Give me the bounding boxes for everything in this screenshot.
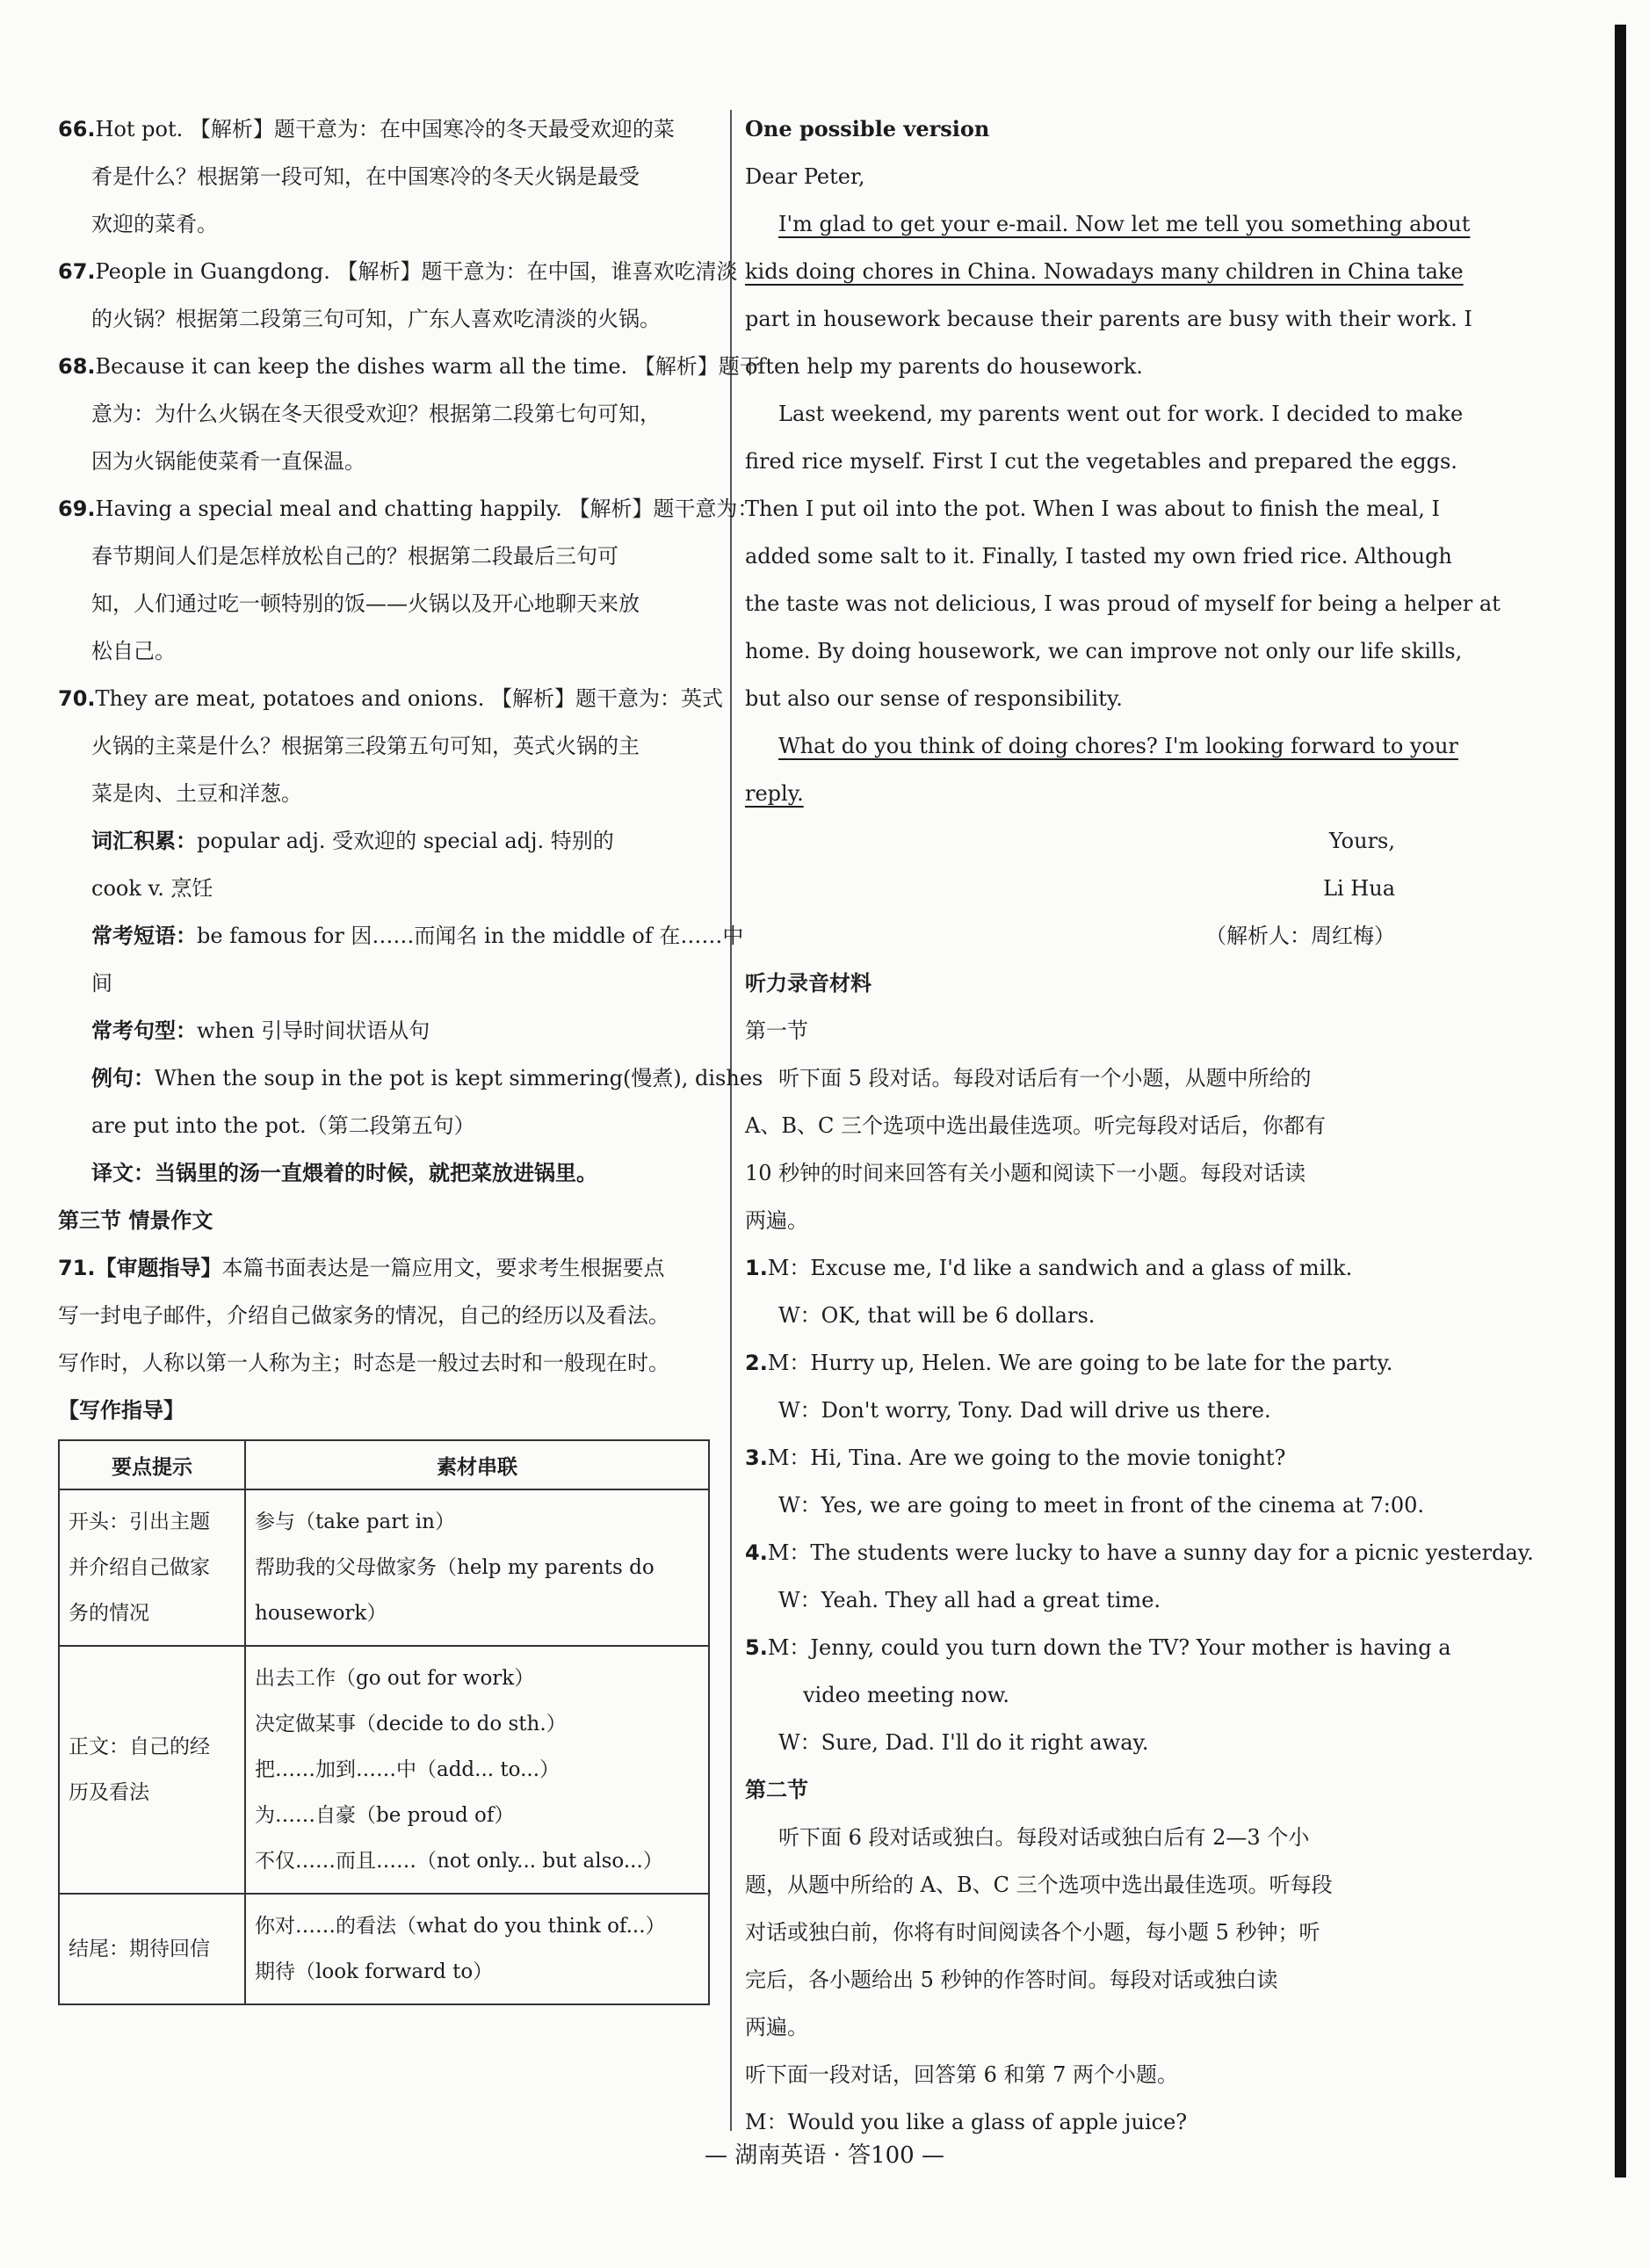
example-block (58, 1054, 763, 1149)
phrases-line: 间 (91, 971, 112, 996)
letter-line-text: kids doing chores in China. Nowadays many children in China take (745, 259, 1464, 284)
phrases-line: be famous for 因……而闻名 in the middle of 在……中 (197, 924, 744, 948)
letter-line: What do you think of doing chores? I'm looking forward to your (778, 734, 1458, 758)
question-number: 1. (745, 1256, 768, 1280)
answer-66 (58, 105, 717, 248)
dialog-line: M：Jenny, could you turn down the TV? Your mother is having a (767, 1635, 1451, 1660)
cell-text: 参与（take part in） (255, 1511, 455, 1533)
vocab-line: popular adj. 受欢迎的 special adj. 特别的 (197, 829, 614, 853)
dialog-2 (745, 1339, 1397, 1434)
dialog-line: M：Hi, Tina. Are we going to the movie tonight? (767, 1446, 1286, 1470)
letter-line: added some salt to it. Finally, I tasted my own fried rice. Although (745, 544, 1452, 569)
answer-text: Having a special meal and chatting happily. 【解析】题干意为： (95, 496, 759, 521)
answer-text: 意为：为什么火锅在冬天很受欢迎？根据第二段第七句可知， (91, 402, 661, 426)
cell-text: 帮助我的父母做家务（help my parents do (255, 1556, 655, 1579)
cell-text: 出去工作（go out for work） (255, 1667, 535, 1690)
vocabulary-block (58, 817, 717, 912)
question-number: 66. (58, 117, 96, 141)
answer-text: 春节期间人们是怎样放松自己的？根据第二段最后三句可 (91, 544, 618, 569)
cell-text: 结尾：期待回信 (69, 1938, 210, 1960)
dialog-4 (745, 1529, 1534, 1624)
intro-line: 两遍。 (745, 1208, 808, 1233)
dialog-line: M：Hurry up, Helen. We are going to be late for the party. (767, 1351, 1393, 1375)
version-title: One possible version (745, 116, 990, 141)
answer-text: Hot pot. 【解析】题干意为：在中国寒冷的冬天最受欢迎的菜 (95, 117, 675, 141)
answer-text: 的火锅？根据第二段第三句可知，广东人喜欢吃清淡的火锅。 (91, 307, 661, 331)
answer-71 (58, 1244, 717, 1387)
letter-line: part in housework because their parents are busy with their work. I (745, 307, 1472, 331)
dialog-line: W：Don't worry, Tony. Dad will drive us there. (778, 1398, 1271, 1423)
answer-text: 火锅的主菜是什么？根据第三段第五句可知，英式火锅的主 (91, 734, 640, 758)
left-column (58, 105, 763, 2005)
letter-line: but also our sense of responsibility. (745, 686, 1123, 711)
question-number: 68. (58, 354, 96, 379)
intro-line: 完后，各小题给出 5 秒钟的作答时间。每段对话或独白读 (745, 1967, 1278, 1992)
cell-text: 务的情况 (69, 1602, 149, 1625)
cell-text: 你对……的看法（what do you think of...） (255, 1915, 666, 1938)
dialog-5 (745, 1624, 1451, 1766)
cell-text: 不仅……而且……（not only... but also...） (255, 1850, 663, 1873)
answer-67 (58, 248, 738, 343)
cell-text: 决定做某事（decide to do sth.） (255, 1713, 567, 1735)
table-row (59, 1646, 709, 1894)
answer-68 (58, 343, 761, 485)
cell-text: 正文：自己的经 (69, 1735, 210, 1758)
dialog-line: W：Yes, we are going to meet in front of the cinema at 7:00. (778, 1493, 1425, 1518)
sentence-pattern (58, 1007, 717, 1054)
answer-text: 写一封电子邮件，介绍自己做家务的情况，自己的经历以及看法。 (58, 1303, 669, 1328)
table-header: 素材串联 (245, 1440, 709, 1489)
answer-text: 本篇书面表达是一篇应用文，要求考生根据要点 (221, 1256, 665, 1280)
letter-line: reply. (745, 781, 804, 806)
intro-line: 听下面 5 段对话。每段对话后有一个小题，从题中所给的 (778, 1066, 1312, 1091)
answer-text: 知，人们通过吃一顿特别的饭——火锅以及开心地聊天来放 (91, 591, 640, 616)
question-number: 71. (58, 1256, 96, 1280)
answer-70 (58, 675, 723, 817)
intro-line: 题，从题中所给的 A、B、C 三个选项中选出最佳选项。听每段 (745, 1873, 1333, 1897)
table-cell-point (59, 1489, 245, 1646)
answer-text: They are meat, potatoes and onions. 【解析】题干意为：英式 (95, 686, 723, 711)
translation (58, 1149, 717, 1197)
letter-line: often help my parents do housework. (745, 354, 1143, 379)
letter-signature: Li Hua (1323, 876, 1395, 901)
example-line: are put into the pot.（第二段第五句） (91, 1113, 475, 1138)
table-cell-material (245, 1489, 709, 1646)
answer-text: 肴是什么？根据第一段可知，在中国寒冷的冬天火锅是最受 (91, 164, 640, 189)
intro-line: 对话或独白前，你将有时间阅读各个小题，每小题 5 秒钟；听 (745, 1920, 1320, 1945)
column-divider (730, 110, 732, 2131)
letter-line: home. By doing housework, we can improve not only our life skills, (745, 639, 1463, 663)
table-row (59, 1894, 709, 2004)
letter-paragraph-1 (745, 200, 1472, 390)
letter-line: the taste was not delicious, I was proud of myself for being a helper at (745, 591, 1501, 616)
answer-69 (58, 485, 759, 675)
example-label: 例句： (91, 1065, 155, 1091)
translation-label: 译文： (91, 1160, 155, 1185)
cell-text: 期待（look forward to） (255, 1960, 494, 1983)
answer-text: 欢迎的菜肴。 (91, 212, 218, 236)
answer-text: Because it can keep the dishes warm all the time. 【解析】题干 (95, 354, 761, 379)
question-number: 5. (745, 1635, 768, 1660)
question-number: 3. (745, 1446, 768, 1470)
dialog-line: M：Excuse me, I'd like a sandwich and a glass of milk. (767, 1256, 1353, 1280)
letter-line (745, 248, 1464, 295)
intro-line: 两遍。 (745, 2015, 808, 2040)
phrases-block (58, 912, 744, 1007)
analyst-credit: （解析人：周红梅） (1205, 924, 1395, 948)
letter-line: I'm glad to get your e-mail. Now let me tell you something about (778, 212, 1471, 236)
dialog-1 (745, 1244, 1397, 1339)
question-number: 67. (58, 259, 96, 284)
table-header: 要点提示 (59, 1440, 245, 1489)
question-number: 2. (745, 1351, 768, 1375)
letter-greeting: Dear Peter, (745, 164, 865, 189)
answer-text: 因为火锅能使菜肴一直保温。 (91, 449, 365, 474)
cell-text: 为……自豪（be proud of） (255, 1804, 515, 1827)
letter-paragraph-3 (745, 722, 1458, 817)
table-header-row (59, 1440, 709, 1489)
vocab-label: 词汇积累： (91, 828, 197, 853)
question-number: 69. (58, 496, 96, 521)
table-cell-point (59, 1646, 245, 1894)
table-cell-material (245, 1646, 709, 1894)
table-cell-point (59, 1894, 245, 2004)
guide-label: 【审题指导】 (95, 1255, 222, 1280)
cell-text: 开头：引出主题 (69, 1511, 210, 1533)
table-cell-material (245, 1894, 709, 2004)
sentence-label: 常考句型： (91, 1018, 197, 1043)
writing-guide-table (58, 1439, 710, 2005)
part-2-question: 听下面一段对话，回答第 6 和第 7 两个小题。 (745, 2062, 1179, 2087)
part-2-title: 第二节 (745, 1777, 808, 1802)
listening-title: 听力录音材料 (745, 971, 872, 996)
answer-text: People in Guangdong. 【解析】题干意为：在中国，谁喜欢吃清淡 (95, 259, 738, 284)
sentence-text: when 引导时间状语从句 (197, 1018, 430, 1043)
dialog-line: video meeting now. (803, 1683, 1010, 1707)
page-footer: — 湖南英语 · 答100 — (705, 2142, 944, 2169)
vocab-line: cook v. 烹饪 (91, 876, 213, 901)
letter-paragraph-2 (745, 390, 1501, 722)
question-number: 70. (58, 686, 96, 711)
right-column (745, 105, 1534, 2146)
dialog-line: M：The students were lucky to have a sunny day for a picnic yesterday. (767, 1540, 1534, 1565)
dialog-3 (745, 1434, 1425, 1529)
letter-closing: Yours, (1328, 829, 1395, 853)
answer-text: 写作时，人称以第一人称为主；时态是一般过去时和一般现在时。 (58, 1351, 669, 1375)
phrases-label: 常考短语： (91, 923, 197, 948)
section-3-title: 第三节 情景作文 (58, 1208, 213, 1233)
cell-text: 把……加到……中（add... to...） (255, 1758, 561, 1781)
intro-line: 听下面 6 段对话或独白。每段对话或独白后有 2—3 个小 (778, 1825, 1310, 1850)
writing-guide-label: 【写作指导】 (58, 1398, 184, 1423)
dialog-line: W：Sure, Dad. I'll do it right away. (778, 1730, 1149, 1755)
dialog-line: M：Would you like a glass of apple juice? (745, 2110, 1188, 2134)
table-row (59, 1489, 709, 1646)
letter-line: Last weekend, my parents went out for work. I decided to make (778, 402, 1464, 426)
question-number: 4. (745, 1540, 768, 1565)
intro-line: A、B、C 三个选项中选出最佳选项。听完每段对话后，你都有 (745, 1113, 1326, 1138)
cell-text: 并介绍自己做家 (69, 1556, 210, 1579)
translation-text: 当锅里的汤一直煨着的时候，就把菜放进锅里。 (155, 1160, 597, 1185)
intro-line: 10 秒钟的时间来回答有关小题和阅读下一小题。每段对话读 (745, 1161, 1306, 1185)
dialog-line: W：OK, that will be 6 dollars. (778, 1303, 1096, 1328)
page-edge-bar (1615, 25, 1626, 2177)
dialog-line: W：Yeah. They all had a great time. (778, 1588, 1161, 1612)
part-1-title: 第一节 (745, 1018, 808, 1043)
example-line: When the soup in the pot is kept simmering(慢煮), dishes (155, 1066, 763, 1091)
letter-line: fired rice myself. First I cut the vegetables and prepared the eggs. (745, 449, 1457, 474)
part-2-intro (745, 1814, 1397, 2051)
answer-text: 菜是肉、土豆和洋葱。 (91, 781, 302, 806)
cell-text: housework） (255, 1602, 387, 1625)
answer-text: 松自己。 (91, 639, 176, 663)
letter-line: Then I put oil into the pot. When I was about to finish the meal, I (745, 496, 1440, 521)
part-1-intro (745, 1054, 1397, 1244)
cell-text: 历及看法 (69, 1781, 149, 1804)
